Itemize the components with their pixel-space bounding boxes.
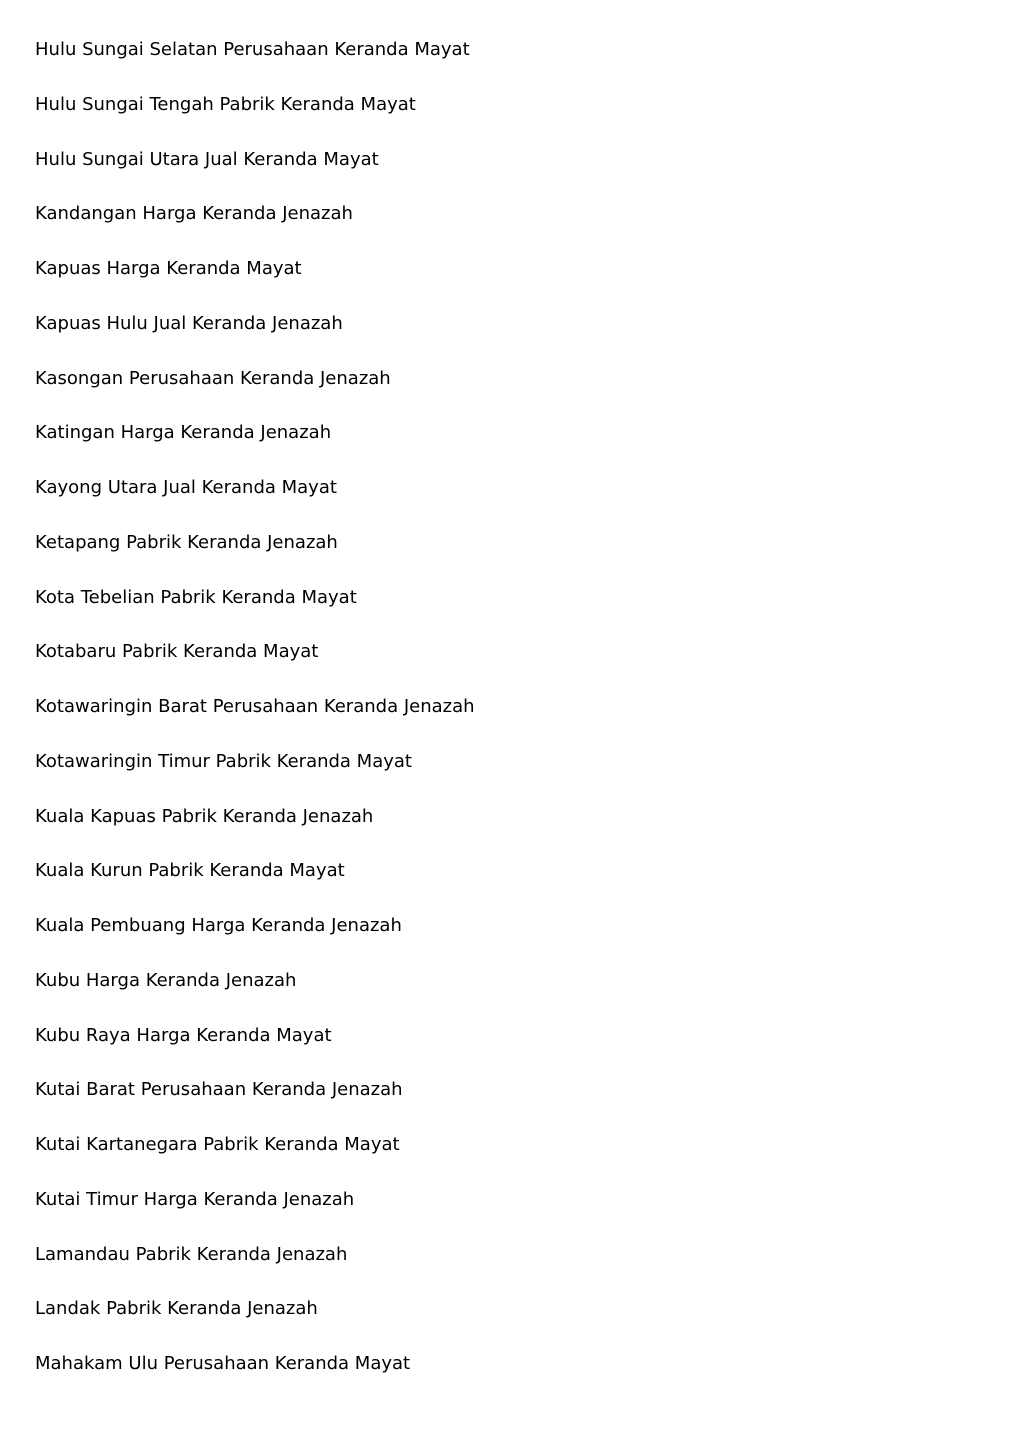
list-item: Mahakam Ulu Perusahaan Keranda Mayat xyxy=(35,1353,411,1374)
list-item: Kutai Barat Perusahaan Keranda Jenazah xyxy=(35,1079,403,1101)
list-item: Hulu Sungai Selatan Perusahaan Keranda Mayat xyxy=(35,39,470,60)
list-item: Katingan Harga Keranda Jenazah xyxy=(35,422,332,444)
list-item: Kapuas Harga Keranda Mayat xyxy=(35,258,302,279)
list-item: Ketapang Pabrik Keranda Jenazah xyxy=(35,531,338,553)
entry-list xyxy=(35,36,985,1405)
list-item: Kotawaringin Timur Pabrik Keranda Mayat xyxy=(35,750,412,772)
list-item: Hulu Sungai Tengah Pabrik Keranda Mayat xyxy=(35,93,416,115)
list-item: Kotawaringin Barat Perusahaan Keranda Jenazah xyxy=(35,696,475,717)
list-item: Kayong Utara Jual Keranda Mayat xyxy=(35,477,337,498)
list-item: Kota Tebelian Pabrik Keranda Mayat xyxy=(35,586,357,608)
list-item: Hulu Sungai Utara Jual Keranda Mayat xyxy=(35,148,379,170)
list-item: Kutai Kartanegara Pabrik Keranda Mayat xyxy=(35,1134,400,1155)
list-item: Kubu Raya Harga Keranda Mayat xyxy=(35,1024,332,1046)
list-item: Kotabaru Pabrik Keranda Mayat xyxy=(35,641,319,663)
list-item: Kuala Kurun Pabrik Keranda Mayat xyxy=(35,860,345,882)
list-item: Kubu Harga Keranda Jenazah xyxy=(35,969,297,991)
list-item: Lamandau Pabrik Keranda Jenazah xyxy=(35,1243,348,1265)
list-item: Kasongan Perusahaan Keranda Jenazah xyxy=(35,367,391,389)
list-item: Kapuas Hulu Jual Keranda Jenazah xyxy=(35,312,343,334)
list-item: Kuala Pembuang Harga Keranda Jenazah xyxy=(35,915,402,936)
list-item: Kuala Kapuas Pabrik Keranda Jenazah xyxy=(35,805,374,827)
list-item: Kandangan Harga Keranda Jenazah xyxy=(35,203,353,225)
list-item: Kutai Timur Harga Keranda Jenazah xyxy=(35,1188,355,1210)
list-item: Landak Pabrik Keranda Jenazah xyxy=(35,1298,318,1320)
